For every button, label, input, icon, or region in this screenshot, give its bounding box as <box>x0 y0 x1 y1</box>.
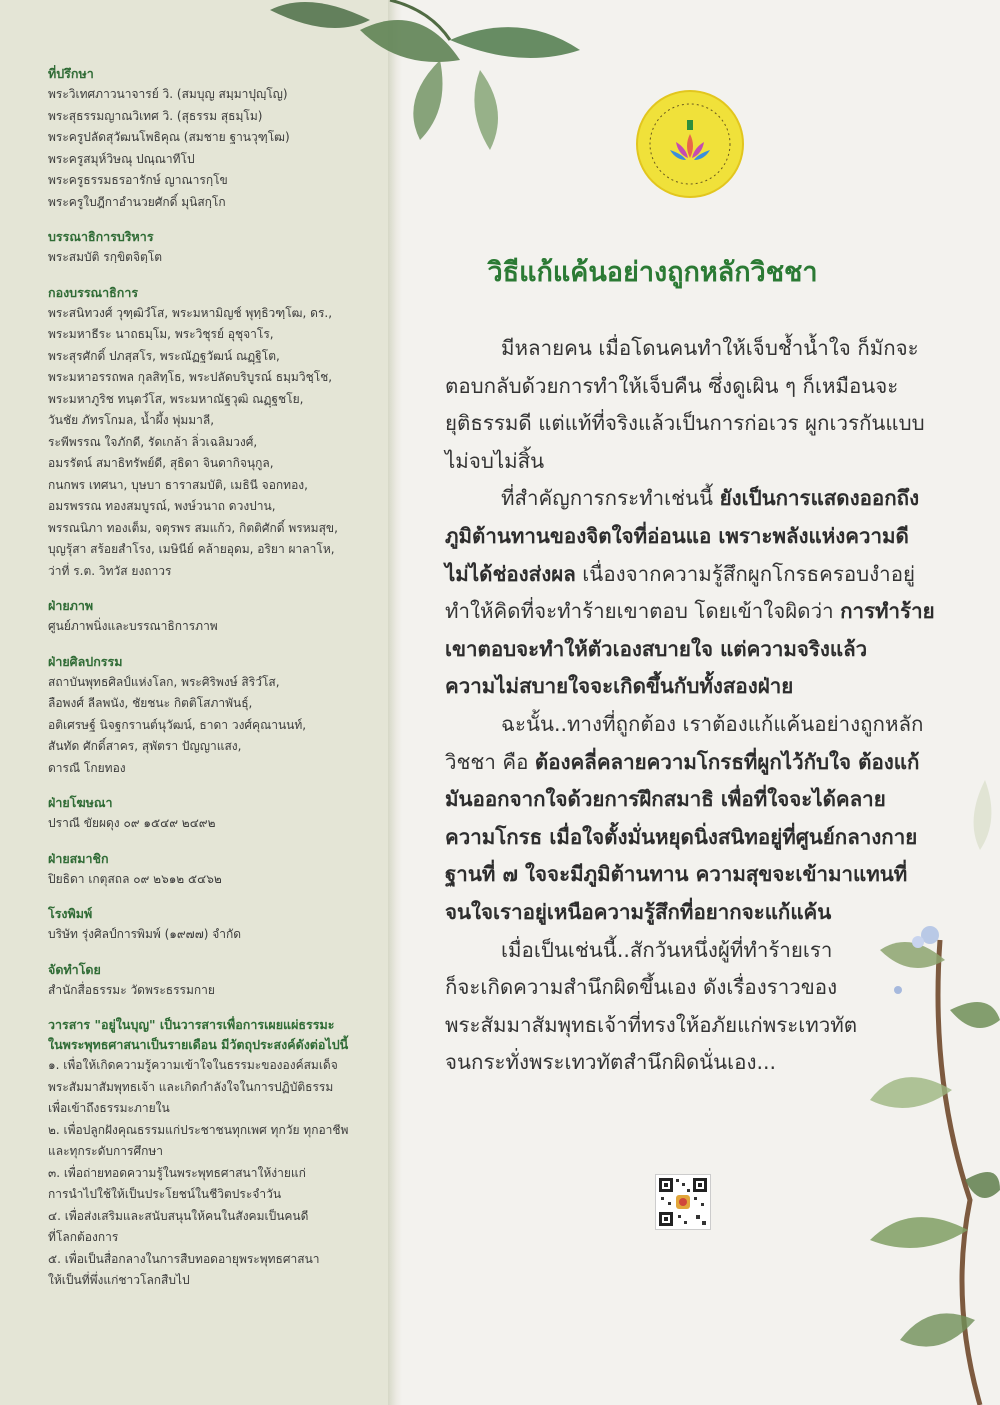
text-span: มีหลายคน เมื่อโดนคนทำให้เจ็บช้ำน้ำใจ ก็มักจะ <box>501 336 919 360</box>
bold-text: ยังเป็นการแสดงออกถึง <box>719 486 920 511</box>
section-membership <box>48 849 373 891</box>
objective-line: พระสัมมาสัมพุทธเจ้า และเกิดกำลังใจในการปฏิบัติธรรม <box>48 1079 334 1094</box>
credit-line: บุญรุ้สา สร้อยสำโรง, เมษินีย์ คล้ายอุดม, อริยา ผาลาโห, <box>48 542 335 556</box>
bold-text: ภูมิต้านทานของจิตใจที่อ่อนแอ เพราะพลังแห่งความดี <box>445 523 909 548</box>
objective-line: การนำไปใช้ให้เป็นประโยชน์ในชีวิตประจำวัน <box>48 1187 282 1201</box>
section-title: ฝ่ายสมาชิก <box>48 850 109 866</box>
text-line <box>445 330 930 368</box>
credit-line: สันทัด ศักดิ์สาคร, สุพัตรา ปัญญาแสง, <box>48 739 242 753</box>
paragraph-1 <box>445 330 930 480</box>
section-title: โรงพิมพ์ <box>48 906 93 921</box>
section-title: ฝ่ายโฆษณา <box>48 795 113 810</box>
credit-line: ระพีพรรณ ใจภักดี, รัดเกล้า ลิ่วเฉลิมวงศ์, <box>48 434 258 449</box>
paragraph-2 <box>445 480 935 706</box>
credit-line: ปิยธิดา เกตุสถล ๐๙ ๒๖๑๒ ๕๔๖๒ <box>48 871 222 886</box>
objective-line: ๔. เพื่อส่งเสริมและสนับสนุนให้คนในสังคมเป็นคนดี <box>48 1208 309 1223</box>
bold-text: ความไม่สบายใจจะเกิดขึ้นกับทั้งสองฝ่าย <box>445 674 794 699</box>
text-span: ฉะนั้น..ทางที่ถูกต้อง เราต้องแก้แค้นอย่างถูกหลัก <box>501 711 924 736</box>
credit-line: พระมหาอรรถพล กุลสิทฺโธ, พระปลัดบริบูรณ์ ธมฺมวิชฺโช, <box>48 370 333 384</box>
objective-line: ๑. เพื่อให้เกิดความรู้ความเข้าใจในธรรมะขององค์สมเด็จ <box>48 1058 338 1072</box>
objectives-title: วารสาร "อยู่ในบุญ" เป็นวารสารเพื่อการเผยแผ่ธรรมะ <box>48 1017 335 1032</box>
credit-line: อมรรัตน์ สมาธิทรัพย์ดี, สุธิดา จินดากิจนุกูล, <box>48 456 274 470</box>
credit-line: อติเศรษฐ์ นิจฐกรานต์นุวัฒน์, ธาดา วงศ์คุณานนท์, <box>48 717 307 732</box>
text-line: ไม่จบไม่สิ้น <box>445 448 545 473</box>
text-span: เมื่อเป็นเช่นนี้..สักวันหนึ่งผู้ที่ทำร้ายเรา <box>501 937 833 962</box>
bold-text: จนใจเราอยู่เหนือความรู้สึกที่อยากจะแก้แค้น <box>445 899 832 924</box>
objective-line: ที่โลกต้องการ <box>48 1230 119 1244</box>
credits-list <box>48 64 373 1306</box>
text-line: จนกระทั่งพระเทวทัตสำนึกผิดนั่นเอง... <box>445 1050 777 1075</box>
text-span: เนื่องจากความรู้สึกผูกโกรธครอบงำอยู่ <box>575 561 916 586</box>
text-line: ก็จะเกิดความสำนึกผิดขึ้นเอง ดังเรื่องราวของ <box>445 975 838 1000</box>
credit-line: พระครูสมุห์วิษณุ ปณฺณาทีโป <box>48 151 195 166</box>
credit-line: อมรพรรณ ทองสมบูรณ์, พงษ์วนาถ ดวงปาน, <box>48 499 276 513</box>
section-producer <box>48 960 373 1002</box>
section-title: กองบรรณาธิการ <box>48 284 139 300</box>
objectives-title: ในพระพุทธศาสนาเป็นรายเดือน มีวัตถุประสงค์ดังต่อไปนี้ <box>48 1037 349 1052</box>
credit-line: ดารณี โกยทอง <box>48 760 126 775</box>
credit-line: พรรณนิภา ทองเต็ม, จตุรพร สมแก้ว, กิตติศักดิ์ พรหมสุข, <box>48 520 338 535</box>
logo <box>636 90 744 198</box>
credit-line: พระวิเทศภาวนาจารย์ วิ. (สมบุญ สมฺมาปุญฺโญ) <box>48 87 288 101</box>
objective-line: ให้เป็นที่พึ่งแก่ชาวโลกสืบไป <box>48 1273 190 1287</box>
objective-line: และทุกระดับการศึกษา <box>48 1144 163 1158</box>
section-photo <box>48 596 373 638</box>
lotus-icon <box>638 92 742 196</box>
section-title: จัดทำโดย <box>48 961 101 977</box>
text-line: ยุติธรรมดี แต่แท้ที่จริงแล้วเป็นการก่อเวร ผูกเวรกันแบบ <box>445 411 925 436</box>
section-editorial-board <box>48 283 373 583</box>
bold-text: การทำร้าย <box>840 599 935 624</box>
text-span: วิชชา คือ <box>445 749 535 774</box>
credit-line: พระมหาภูริช ทนฺตวํโส, พระมหาณัฐวุฒิ ณฏฺฐชโย, <box>48 391 304 406</box>
article-title: วิธีแก้แค้นอย่างถูกหลักวิชชา <box>487 257 818 288</box>
panel-divider <box>388 0 402 1405</box>
objectives <box>48 1015 373 1292</box>
section-art <box>48 652 373 780</box>
bold-text: ความโกรธ เมื่อใจตั้งมั่นหยุดนิ่งสนิทอยู่ที่ศูนย์กลางกาย <box>445 824 918 849</box>
credit-line: พระสมบัติ รกฺขิตจิตฺโต <box>48 250 163 264</box>
text-line <box>445 593 935 631</box>
credit-line: ศูนย์ภาพนิ่งและบรรณาธิการภาพ <box>48 619 218 633</box>
credit-line: พระครูใบฎีกาอำนวยศักดิ์ มุนิสกฺโก <box>48 194 226 209</box>
section-title: บรรณาธิการบริหาร <box>48 229 154 244</box>
text-line: พระสัมมาสัมพุทธเจ้าที่ทรงให้อภัยแก่พระเทวทัต <box>445 1012 858 1037</box>
credit-line: ปราณี ขัยผดุง ๐๙ ๑๕๔๙ ๒๔๙๒ <box>48 816 216 830</box>
objective-line: ๕. เพื่อเป็นสื่อกลางในการสืบทอดอายุพระพุทธศาสนา <box>48 1251 320 1266</box>
section-executive-editor <box>48 227 373 269</box>
section-advertising <box>48 793 373 835</box>
section-title: ฝ่ายศิลปกรรม <box>48 653 123 669</box>
credit-line: บริษัท รุ่งศิลป์การพิมพ์ (๑๙๗๗) จำกัด <box>48 927 242 941</box>
credit-line: พระสนิทวงศ์ วุฑฺฒิวํโส, พระมหามิญช์ พุทฺธิวฑฺโฒ, ดร., <box>48 305 333 320</box>
leaves-illustration <box>250 0 610 150</box>
bold-text: ไม่ได้ช่องส่งผล <box>445 561 576 586</box>
credit-line: กนกพร เทศนา, บุษบา ธาราสมบัติ, เมธินี จอกทอง, <box>48 477 308 492</box>
bold-text: ต้องคลี่คลายความโกรธที่ผูกไว้กับใจ ต้องแก้ <box>534 749 920 774</box>
credit-line: วันชัย ภัทรโกมล, น้ำผึ้ง พุ่มมาลี, <box>48 413 215 427</box>
credit-line: พระครูธรรมธรอารักษ์ ญาณารกฺโข <box>48 173 228 187</box>
credit-line: พระครูปลัดสุวัฒนโพธิคุณ (สมชาย ฐานวุฑฺโฒ) <box>48 130 290 144</box>
credit-line: พระสุรศักดิ์ ปภสฺสโร, พระณัฏฐวัฒน์ ณฏฺฐิโต, <box>48 348 280 363</box>
text-line: ตอบกลับด้วยการทำให้เจ็บคืน ซึ่งดูเผิน ๆ ก็เหมือนจะ <box>445 373 899 398</box>
objective-line: เพื่อเข้าถึงธรรมะภายใน <box>48 1101 170 1115</box>
text-line <box>445 556 930 594</box>
text-span: ที่สำคัญการกระทำเช่นนี้ <box>501 486 720 511</box>
objective-line: ๒. เพื่อปลูกฝังคุณธรรมแก่ประชาชนทุกเพศ ทุกวัย ทุกอาชีพ <box>48 1122 349 1137</box>
section-title: ที่ปรึกษา <box>48 66 94 81</box>
credit-line: สถาบันพุทธศิลป์แห่งโลก, พระศิริพงษ์ สิริวํโส, <box>48 674 280 689</box>
section-title: ฝ่ายภาพ <box>48 598 94 613</box>
credit-line: ว่าที่ ร.ต. วิทวัส ยงถาวร <box>48 563 172 578</box>
credit-line: พระมหาธีระ นาถธมฺโม, พระวิชุรย์ อุชุจาโร, <box>48 327 274 341</box>
objective-line: ๓. เพื่อถ่ายทอดความรู้ในพระพุทธศาสนาให้ง่ายแก่ <box>48 1165 306 1180</box>
bold-text: ฐานที่ ๗ ใจจะมีภูมิต้านทาน ความสุขจะเข้ามาแทนที่ <box>445 862 908 887</box>
credit-line: ลือพงศ์ ลีลพนัง, ชัยชนะ กิตติโสภาพันธุ์, <box>48 696 253 710</box>
section-printer <box>48 904 373 946</box>
credit-line: พระสุธรรมญาณวิเทศ วิ. (สุธรรม สุธมฺโม) <box>48 108 263 123</box>
text-line <box>445 480 930 518</box>
credit-line: สำนักสื่อธรรมะ วัดพระธรรมกาย <box>48 982 215 997</box>
bold-text: เขาตอบจะทำให้ตัวเองสบายใจ แต่ความจริงแล้ว <box>445 636 868 661</box>
bold-text: มันออกจากใจด้วยการฝึกสมาธิ เพื่อที่ใจจะได้คลาย <box>445 787 886 812</box>
text-line <box>445 706 930 744</box>
branch-illustration <box>780 760 1000 1405</box>
text-span: ทำให้คิดที่จะทำร้ายเขาตอบ โดยเข้าใจผิดว่า <box>445 599 841 624</box>
qr-code[interactable] <box>655 1174 711 1230</box>
